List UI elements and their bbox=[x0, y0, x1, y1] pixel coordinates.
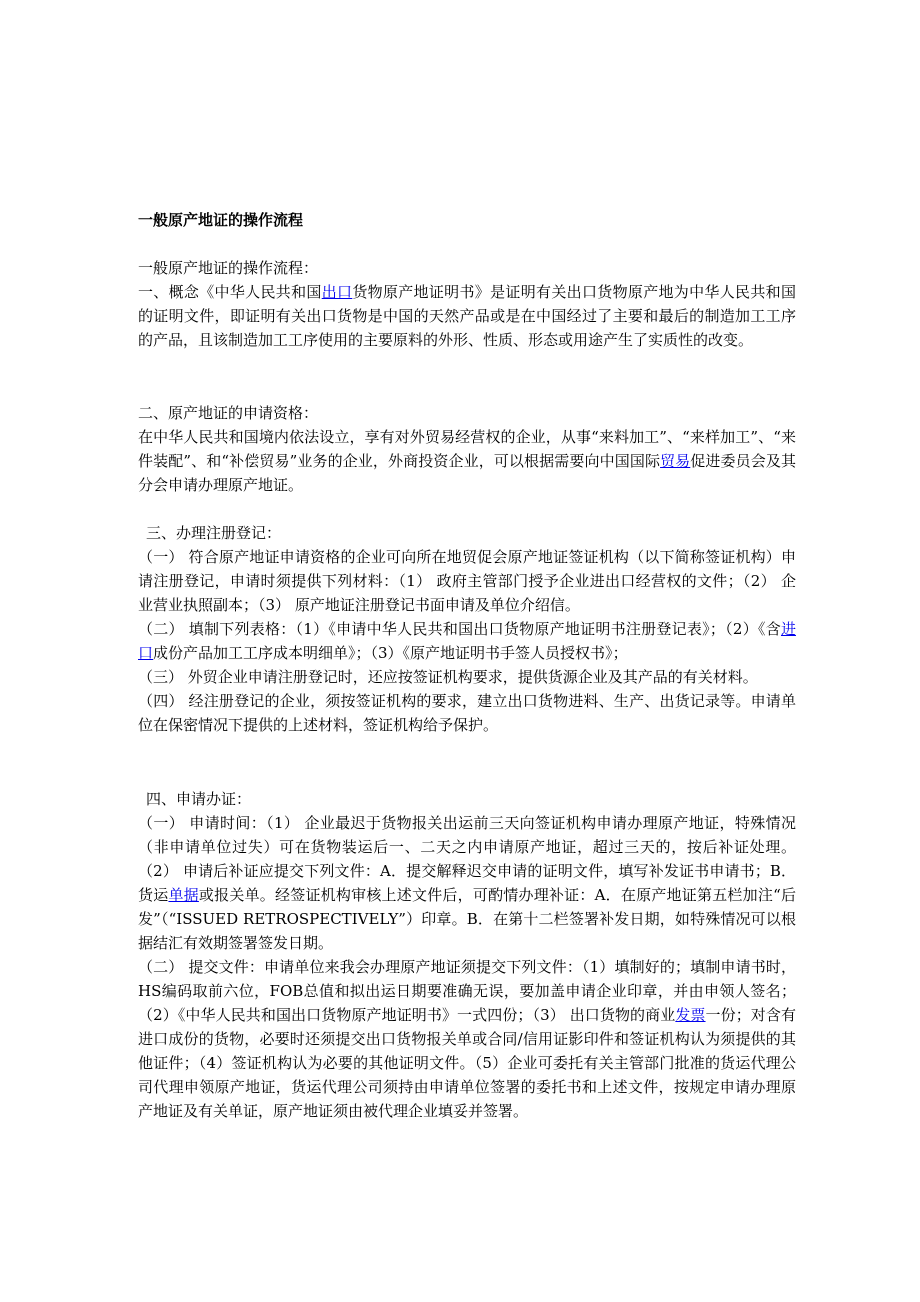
concept-text-b: 货物原产地证明书》是证明有关出口货物原产地为中华人民共和国的证明文件，即证明有关出口货物是中国的天然产品或是在中国经过了主要和最后的制造加工工序的产品，且该制造加工工序使用的主要原料的外形、性质、形态或用途产生了实质性的改变。 bbox=[138, 283, 796, 349]
intro-line: 一般原产地证的操作流程： bbox=[138, 259, 319, 277]
application-item-2 bbox=[138, 955, 796, 1123]
section-eligibility bbox=[138, 401, 796, 497]
application-item-1-text-b: 或报关单。经签证机构审核上述文件后，可酌情办理补证：A．在原产地证第五栏加注“后发”（“ISSUED RETROSPECTIVELY”）印章。B．在第十二栏签署补发日期，如特殊情况可以根据结汇有效期签署签发日期。 bbox=[138, 886, 796, 952]
documents-link[interactable]: 单据 bbox=[168, 886, 199, 904]
registration-item-2-text-a: （二） 填制下列表格：（1）《申请中华人民共和国出口货物原产地证明书注册登记表》；（2）《含 bbox=[138, 620, 781, 638]
export-link[interactable]: 出口 bbox=[321, 283, 353, 301]
registration-item-3: （三） 外贸企业申请注册登记时，还应按签证机构要求，提供货源企业及其产品的有关材料。 bbox=[138, 668, 758, 686]
document-title: 一般原产地证的操作流程 bbox=[138, 211, 304, 229]
eligibility-paragraph bbox=[138, 425, 796, 497]
registration-item-2-text-b: 成份产品加工工序成本明细单》；（3）《原产地证明书手签人员授权书》； bbox=[153, 644, 628, 662]
invoice-link[interactable]: 发票 bbox=[675, 1006, 706, 1024]
concept-paragraph bbox=[138, 280, 796, 352]
registration-item-2 bbox=[138, 617, 796, 665]
application-heading: 四、申请办证： bbox=[146, 790, 252, 808]
registration-item-4: （四） 经注册登记的企业，须按签证机构的要求，建立出口货物进料、生产、出货记录等。申请单位在保密情况下提供的上述材料，签证机构给予保护。 bbox=[138, 692, 796, 734]
eligibility-text-b: 促进委员会及其分会申请办理原产地证。 bbox=[138, 452, 796, 494]
trade-link[interactable]: 贸易 bbox=[660, 452, 691, 470]
registration-item-1: （一） 符合原产地证申请资格的企业可向所在地贸促会原产地证签证机构（以下简称签证机构）申请注册登记，申请时须提供下列材料：（1） 政府主管部门授予企业进出口经营权的文件；（2） 企业营业执照副本；（3） 原产地证注册登记书面申请及单位介绍信。 bbox=[138, 548, 796, 614]
concept-text-a: 一、概念《中华人民共和国 bbox=[138, 283, 322, 301]
import-link[interactable]: 进口 bbox=[138, 620, 796, 662]
registration-heading: 三、办理注册登记： bbox=[146, 524, 282, 542]
application-item-2-text-a: （二） 提交文件：申请单位来我会办理原产地证须提交下列文件：（1）填制好的；填制申请书时，HS编码取前六位，FOB总值和拟出运日期要准确无误，要加盖申请企业印章，并由申领人签名；（2）《中华人民共和国出口货物原产地证明书》一式四份；（3） 出口货物的商业 bbox=[138, 958, 796, 1024]
eligibility-heading: 二、原产地证的申请资格： bbox=[138, 404, 319, 422]
application-item-1 bbox=[138, 811, 796, 955]
application-item-1-text-a: （一） 申请时间：（1） 企业最迟于货物报关出运前三天向签证机构申请办理原产地证，特殊情况（非申请单位过失）可在货物装运后一、二天之内申请原产地证，超过三天的，按后补证处理。（2） 申请后补证应提交下列文件：A．提交解释迟交申请的证明文件，填写补发证书申请书；B．货运 bbox=[138, 814, 796, 904]
section-registration bbox=[138, 521, 796, 737]
section-application bbox=[138, 787, 796, 1123]
application-item-2-text-b: 一份；对含有进口成份的货物，必要时还须提交出口货物报关单或合同/信用证影印件和签证机构认为须提供的其他证件；（4）签证机构认为必要的其他证明文件。（5）企业可委托有关主管部门批准的货运代理公司代理申领原产地证，货运代理公司须持由申请单位签署的委托书和上述文件，按规定申请办理原产地证及有关单证，原产地证须由被代理企业填妥并签署。 bbox=[138, 1006, 796, 1120]
section-concept bbox=[138, 256, 796, 352]
eligibility-text-a: 在中华人民共和国境内依法设立，享有对外贸易经营权的企业，从事“来料加工”、“来样加工”、“来件装配”、和“补偿贸易”业务的企业，外商投资企业，可以根据需要向中国国际 bbox=[138, 428, 796, 470]
